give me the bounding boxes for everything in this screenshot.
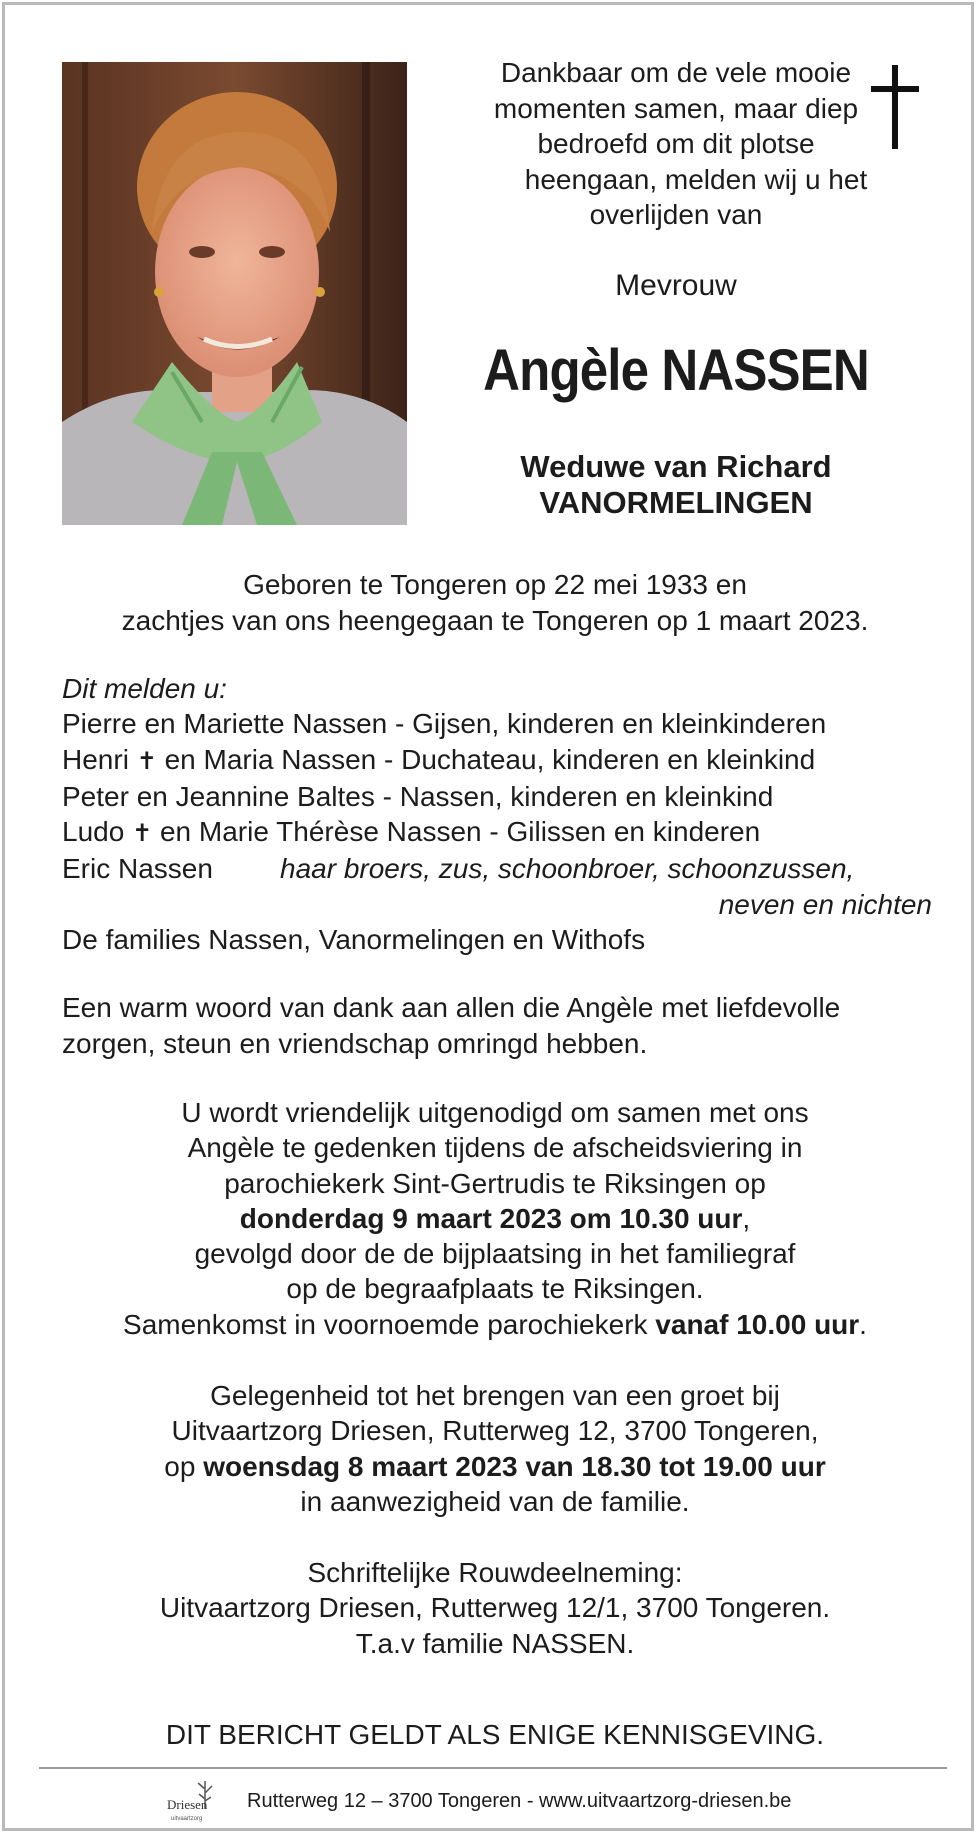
family-text: en Marie Thérèse Nassen - Gilissen en kinderen [152,816,761,848]
ceremony-line: gevolgd door de de bijplaatsing in het familiegraf [194,1238,796,1270]
family-line [62,851,932,886]
deceased-name: Angèle NASSEN [483,338,869,403]
birth-death-info [35,567,955,638]
intro-line: bedroefd om dit plotse [537,128,815,159]
punctuation: . [859,1308,867,1340]
visit-line [35,1449,955,1484]
visit-line: Gelegenheid tot het brengen van een groet bij [210,1380,780,1411]
thanks-line: Een warm woord van dank aan allen die Angèle met liefdevolle [62,992,841,1023]
small-cross-icon: ✝ [132,820,153,848]
ceremony-line: U wordt vriendelijk uitgenodigd om samen met ons [181,1097,809,1128]
portrait-photo [62,62,407,525]
gathering-time: vanaf 10.00 uur [655,1308,860,1340]
ceremony-text: Samenkomst in voornoemde parochiekerk [123,1308,656,1340]
born-line: zachtjes van ons heengegaan te Tongeren op 1 maart 2023. [121,604,869,636]
family-name: Eric Nassen [62,853,213,885]
notice-line: DIT BERICHT GELDT ALS ENIGE KENNISGEVING. [165,1719,825,1750]
logo-subtext: uitvaartzorg [171,1816,203,1822]
family-line [62,742,932,779]
divider [39,1767,947,1769]
thanks-line: zorgen, steun en vriendschap omringd hebben. [62,1027,648,1059]
family-line [62,814,932,851]
footer [165,1779,865,1827]
intro-line: heengaan, melden wij u het [524,163,868,195]
family-name: Henri [62,743,129,775]
small-cross-icon: ✝ [136,747,157,775]
ceremony-line: parochiekerk Sint-Gertrudis te Riksingen op [224,1167,766,1199]
obituary-card [2,2,974,1831]
born-line: Geboren te Tongeren op 22 mei 1933 en [243,569,747,600]
ceremony-line [35,1201,955,1236]
family-note: haar broers, zus, schoonbroer, schoonzussen, [280,853,855,885]
family-name: Ludo [62,816,125,848]
family-text: en Maria Nassen - Duchateau, kinderen en kleinkind [156,743,816,775]
condolence-info [35,1555,955,1661]
ceremony-line: Angèle te gedenken tijdens de afscheidsviering in [187,1132,803,1164]
visit-line: in aanwezigheid van de familie. [300,1485,690,1517]
honorific: Mevrouw [615,269,737,302]
thanks-text [62,990,942,1061]
condolence-line: Uitvaartzorg Driesen, Rutterweg 12/1, 3700 Tongeren. [159,1592,831,1624]
logo-text: Driesen [167,1797,208,1812]
condolence-line: T.a.v familie NASSEN. [355,1627,635,1659]
intro-line: momenten samen, maar diep [493,92,859,124]
visit-text: op [164,1450,204,1482]
visit-line: Uitvaartzorg Driesen, Rutterweg 12, 3700 Tongeren, [171,1415,819,1447]
intro-text [405,55,947,233]
punctuation: , [742,1202,751,1234]
widow-line: Weduwe van Richard [520,449,832,484]
ceremony-date: donderdag 9 maart 2023 om 10.30 uur [239,1202,743,1234]
intro-line: Dankbaar om de vele mooie [500,57,852,88]
visit-date: woensdag 8 maart 2023 van 18.30 tot 19.00 uur [203,1450,826,1482]
footer-address: Rutterweg 12 – 3700 Tongeren - www.uitvaartzorg-driesen.be [247,1790,792,1812]
family-line: De families Nassen, Vanormelingen en Withofs [62,924,646,956]
family-list [62,671,932,957]
ceremony-info [35,1095,955,1342]
family-line: Pierre en Mariette Nassen - Gijsen, kinderen en kleinkinderen [62,708,827,740]
ceremony-line [35,1307,955,1342]
portrait-illustration [62,62,407,525]
condolence-line: Schriftelijke Rouwdeelneming: [307,1557,683,1588]
family-note: neven en nichten [718,888,932,920]
family-line: Peter en Jeannine Baltes - Nassen, kinderen en kleinkind [62,780,774,812]
family-list-heading: Dit melden u: [62,673,227,704]
driesen-logo [165,1779,227,1825]
widow-line: VANORMELINGEN [539,485,813,520]
visitation-info [35,1378,955,1519]
intro-line: overlijden van [589,199,763,230]
ceremony-line: op de begraafplaats te Riksingen. [286,1273,704,1305]
widow-of [405,449,947,521]
